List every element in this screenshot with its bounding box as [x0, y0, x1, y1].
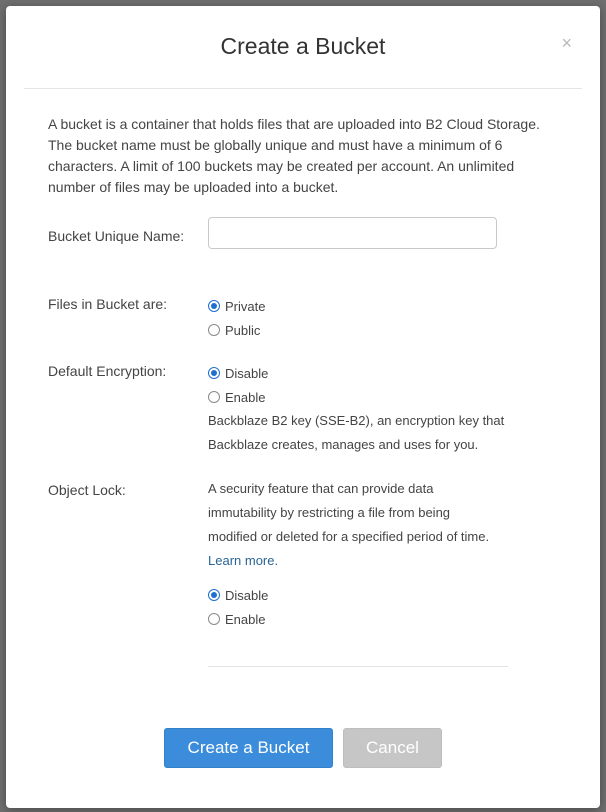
radio-label: Public — [225, 322, 261, 338]
dialog-description: A bucket is a container that holds files that are uploaded into B2 Cloud Storage. The bucket name must be globally unique and must have a minimum of 6 characters. A limit of 100 buckets may be created per account. An unlimited number of files may be uploaded into a bucket. — [48, 116, 540, 195]
learn-more-link[interactable]: Learn more. — [208, 553, 279, 568]
radio-icon[interactable] — [208, 613, 220, 625]
files-in-bucket-label: Files in Bucket are: — [48, 296, 168, 312]
bucket-name-input[interactable] — [208, 217, 497, 249]
radio-object-lock-enable[interactable] — [208, 610, 265, 628]
radio-icon[interactable] — [208, 391, 220, 403]
encryption-helper-text: Backblaze B2 key (SSE-B2), an encryption key that Backblaze creates, manages and uses for you. — [208, 413, 505, 452]
object-lock-description: A security feature that can provide data immutability by restricting a file from being modified or deleted for a specified period of time. — [208, 481, 490, 544]
cancel-button[interactable]: Cancel — [343, 728, 442, 768]
radio-label: Enable — [225, 611, 266, 627]
radio-label: Private — [225, 298, 266, 314]
radio-icon[interactable] — [208, 300, 220, 312]
radio-files-public[interactable] — [208, 321, 260, 339]
radio-icon[interactable] — [208, 589, 220, 601]
radio-icon[interactable] — [208, 324, 220, 336]
bucket-name-label: Bucket Unique Name: — [48, 228, 185, 244]
radio-encryption-enable[interactable] — [208, 388, 265, 406]
default-encryption-label: Default Encryption: — [48, 363, 167, 379]
divider — [208, 666, 508, 667]
create-bucket-dialog — [6, 6, 600, 808]
close-icon[interactable]: × — [561, 33, 572, 53]
object-lock-helper-text — [208, 477, 493, 573]
radio-object-lock-disable[interactable] — [208, 586, 268, 604]
dialog-header — [24, 6, 582, 89]
radio-icon[interactable] — [208, 367, 220, 379]
dialog-title: Create a Bucket — [220, 33, 386, 59]
radio-label: Enable — [225, 389, 266, 405]
create-bucket-button[interactable]: Create a Bucket — [164, 728, 333, 768]
radio-encryption-disable[interactable] — [208, 364, 268, 382]
radio-label: Disable — [225, 587, 269, 603]
object-lock-label: Object Lock: — [48, 482, 126, 498]
radio-label: Disable — [225, 365, 269, 381]
radio-files-private[interactable] — [208, 297, 265, 315]
